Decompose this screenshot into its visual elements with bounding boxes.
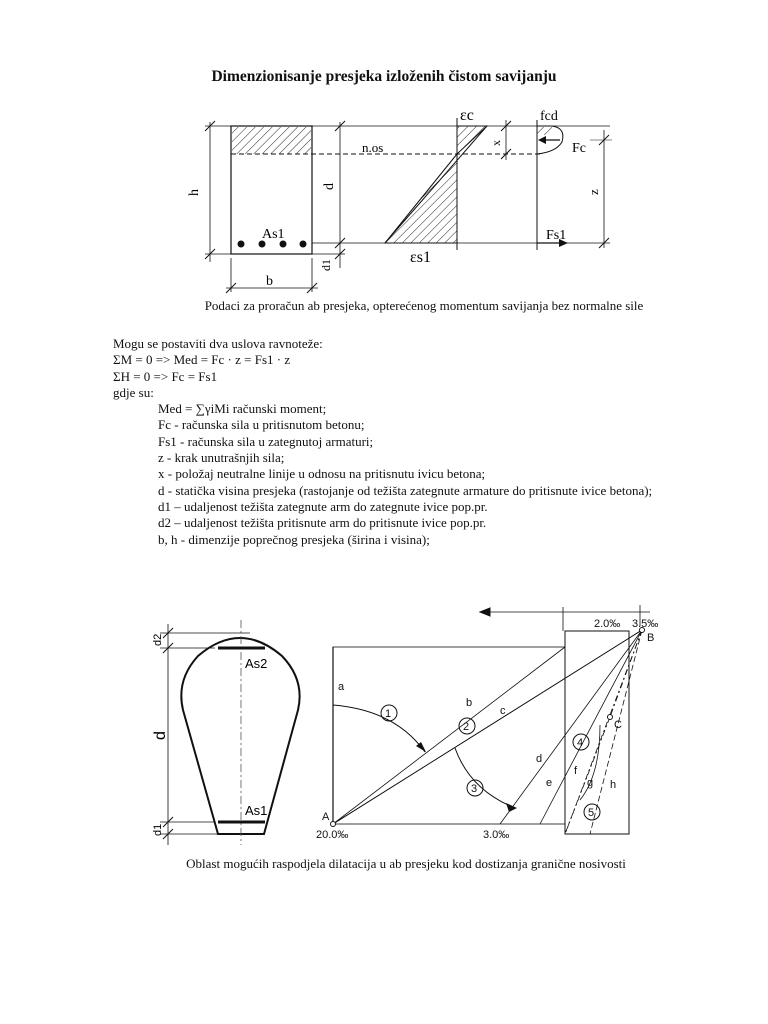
- definition-item: z - krak unutrašnjih sila;: [158, 450, 285, 466]
- line-a: [333, 647, 565, 824]
- label-As1-fig2: As1: [245, 803, 268, 818]
- label-As2: As2: [245, 656, 268, 671]
- equation-moment: ΣM = 0 => Med = Fc · z = Fs1 · z: [113, 352, 291, 368]
- line-g-label: g: [587, 777, 594, 789]
- line-g: [590, 630, 642, 834]
- line-c-label: c: [500, 705, 506, 717]
- zone-5-label: 5: [588, 807, 595, 819]
- label-d1: d1: [319, 259, 333, 271]
- label-d: d: [322, 183, 337, 190]
- definition-item: Med = ∑γiMi računski moment;: [158, 401, 327, 417]
- line-e: [540, 630, 642, 824]
- label-Fc: Fc: [572, 141, 586, 156]
- zone-2-label: 2: [463, 721, 470, 733]
- label-b: b: [266, 274, 273, 289]
- page-title: Dimenzionisanje presjeka izloženih čistom savijanju: [211, 68, 557, 85]
- definition-item: d1 – udaljenost težišta zategnute arm do zategnute ivice pop.pr.: [158, 498, 488, 514]
- line-h-label: h: [610, 779, 617, 791]
- bottom-20-label: 20.0‰: [316, 829, 349, 841]
- zone-1-label: 1: [385, 708, 392, 720]
- strain-domain-diagram: [331, 605, 651, 834]
- label-d2: d2: [152, 633, 164, 646]
- figure-2-caption: Oblast mogućih raspodjela dilatacija u ab presjeku kod dostizanja granične nosivosti: [186, 856, 626, 871]
- label-fcd: fcd: [540, 109, 558, 124]
- definition-item: Fs1 - računska sila u zategnutoj armaturi;: [158, 433, 374, 449]
- line-a-label: a: [338, 681, 345, 693]
- figure-1-caption: Podaci za proračun ab presjeka, opterećenog momentum savijanja bez normalne sile: [204, 298, 644, 313]
- label-x: x: [489, 140, 503, 146]
- line-f-label: f: [574, 765, 578, 777]
- line-b-label: b: [466, 697, 473, 709]
- label-d-fig2: d: [152, 731, 169, 740]
- zone-4-label: 4: [577, 737, 584, 749]
- label-neutral-axis: n.os: [362, 140, 384, 155]
- point-C-label: C: [614, 719, 622, 731]
- label-h: h: [187, 189, 202, 196]
- equation-horizontal: ΣH = 0 => Fc = Fs1: [113, 368, 218, 384]
- point-A-label: A: [322, 811, 330, 823]
- label-d1-fig2: d1: [152, 823, 164, 836]
- top-20-label: 2.0‰: [594, 618, 621, 630]
- zone-3-label: 3: [471, 783, 478, 795]
- label-Fs1: Fs1: [546, 228, 567, 243]
- definition-item: x - položaj neutralne linije u odnosu na pritisnutu ivicu betona;: [158, 466, 486, 482]
- bottom-3-label: 3.0‰: [483, 829, 510, 841]
- line-d-label: d: [536, 753, 543, 765]
- intro-line: Mogu se postaviti dva uslova ravnoteže:: [113, 336, 323, 351]
- definition-item: d - statička visina presjeka (rastojanje od težišta zategnute armature do pritisnute ivice betona);: [158, 482, 653, 498]
- definition-item: Fc - računska sila u pritisnutom betonu;: [158, 417, 365, 433]
- label-As1: As1: [262, 227, 285, 242]
- pear-section-outline: [181, 638, 299, 834]
- label-eps-c: εc: [460, 107, 474, 124]
- arc-zone-3: [455, 748, 515, 808]
- label-eps-s1: εs1: [410, 249, 431, 266]
- section-shape: [152, 620, 300, 845]
- arc-zone-1: [333, 705, 425, 752]
- where-line: gdje su:: [113, 384, 154, 400]
- line-e-label: e: [546, 777, 553, 789]
- definition-item: d2 – udaljenost težišta pritisnute arm do pritisnute ivice pop.pr.: [158, 515, 487, 531]
- point-B-label: B: [647, 632, 655, 644]
- line-c: [333, 630, 642, 824]
- top-35-label: 3.5‰: [632, 618, 659, 630]
- definition-item: b, h - dimenzije poprečnog presjeka (širina i visina);: [158, 531, 430, 547]
- label-z: z: [586, 189, 601, 195]
